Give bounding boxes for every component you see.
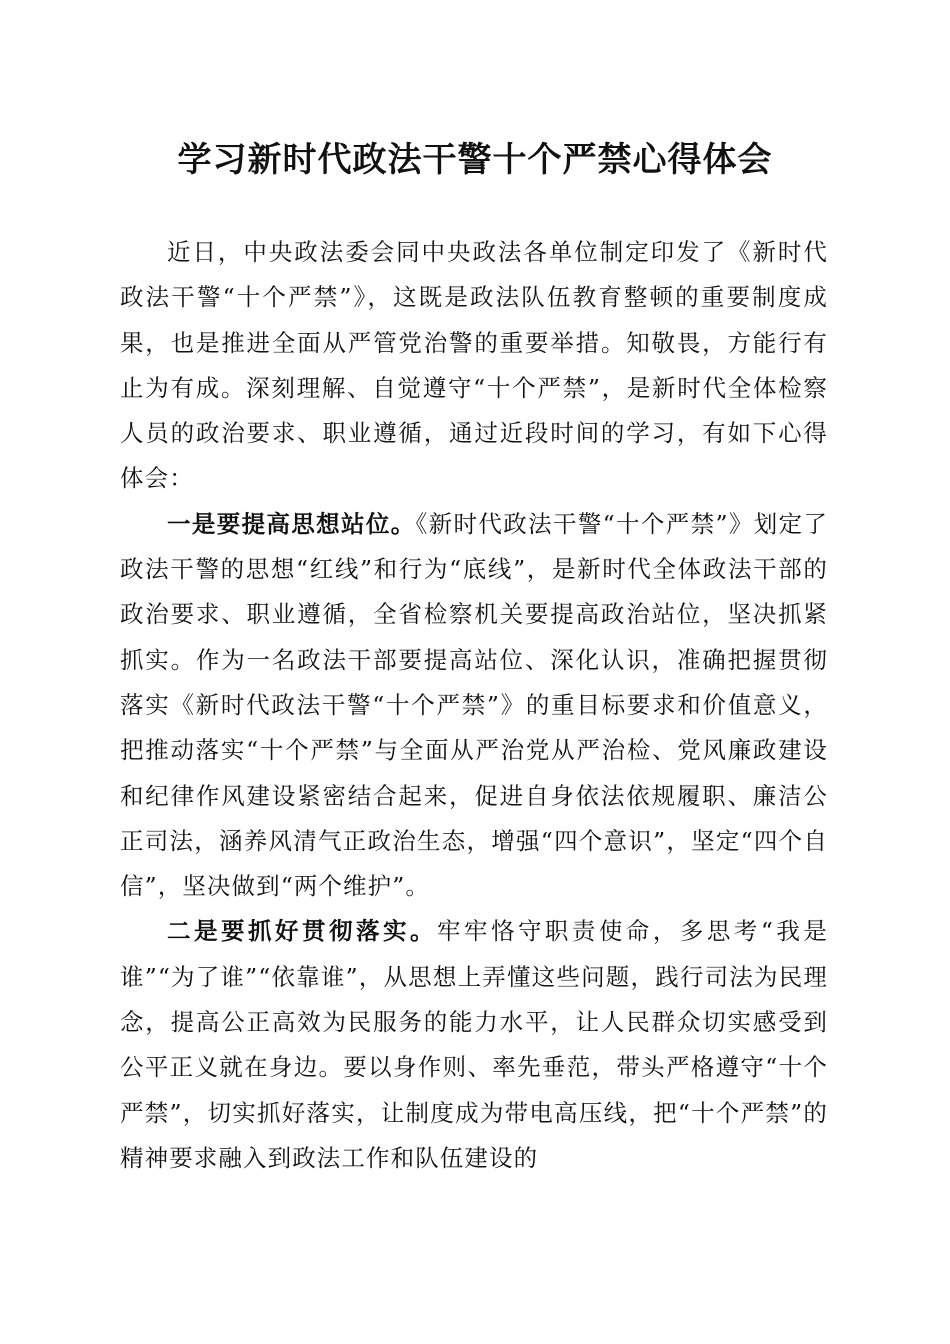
document-body (120, 230, 828, 1181)
paragraph-point-one (120, 502, 828, 910)
paragraph-text: 《新时代政法干警“十个严禁”》划定了政法干警的思想“红线”和行为“底线”，是新时代全体政法干部的政治要求、职业遵循，全省检察机关要提高政治站位，坚决抓紧抓实。作为一名政法干部要提高站位、深化认识，准确把握贯彻落实《新时代政法干警“十个严禁”》的重目标要求和价值意义，把推动落实“十个严禁”与全面从严治党从严治检、党风廉政建设和纪律作风建设紧密结合起来，促进自身依法依规履职、廉洁公正司法，涵养风清气正政治生态，增强“四个意识”，坚定“四个自信”，坚决做到“两个维护”。 (120, 509, 829, 901)
paragraph-lead: 一是要提高思想站位。 (167, 509, 416, 538)
paragraph-lead: 二是要抓好贯彻落实。 (167, 917, 437, 946)
paragraph-text: 近日，中央政法委会同中央政法各单位制定印发了《新时代政法干警“十个严禁”》，这既是政法队伍教育整顿的重要制度成果，也是推进全面从严管党治警的重要举措。知敬畏，方能行有止为有成。深刻理解、自觉遵守“十个严禁”，是新时代全体检察人员的政治要求、职业遵循，通过近段时间的学习，有如下心得体会： (120, 238, 828, 493)
paragraph-intro (120, 230, 828, 502)
paragraph-text: 牢牢恪守职责使命，多思考“我是谁”“为了谁”“依靠谁”，从思想上弄懂这些问题，践行司法为民理念，提高公正高效为民服务的能力水平，让人民群众切实感受到公平正义就在身边。要以身作则、率先垂范，带头严格遵守“十个严禁”，切实抓好落实，让制度成为带电高压线，把“十个严禁”的精神要求融入到政法工作和队伍建设的 (120, 917, 828, 1172)
paragraph-point-two (120, 909, 828, 1181)
document-title: 学习新时代政法干警十个严禁心得体会 (177, 140, 773, 180)
